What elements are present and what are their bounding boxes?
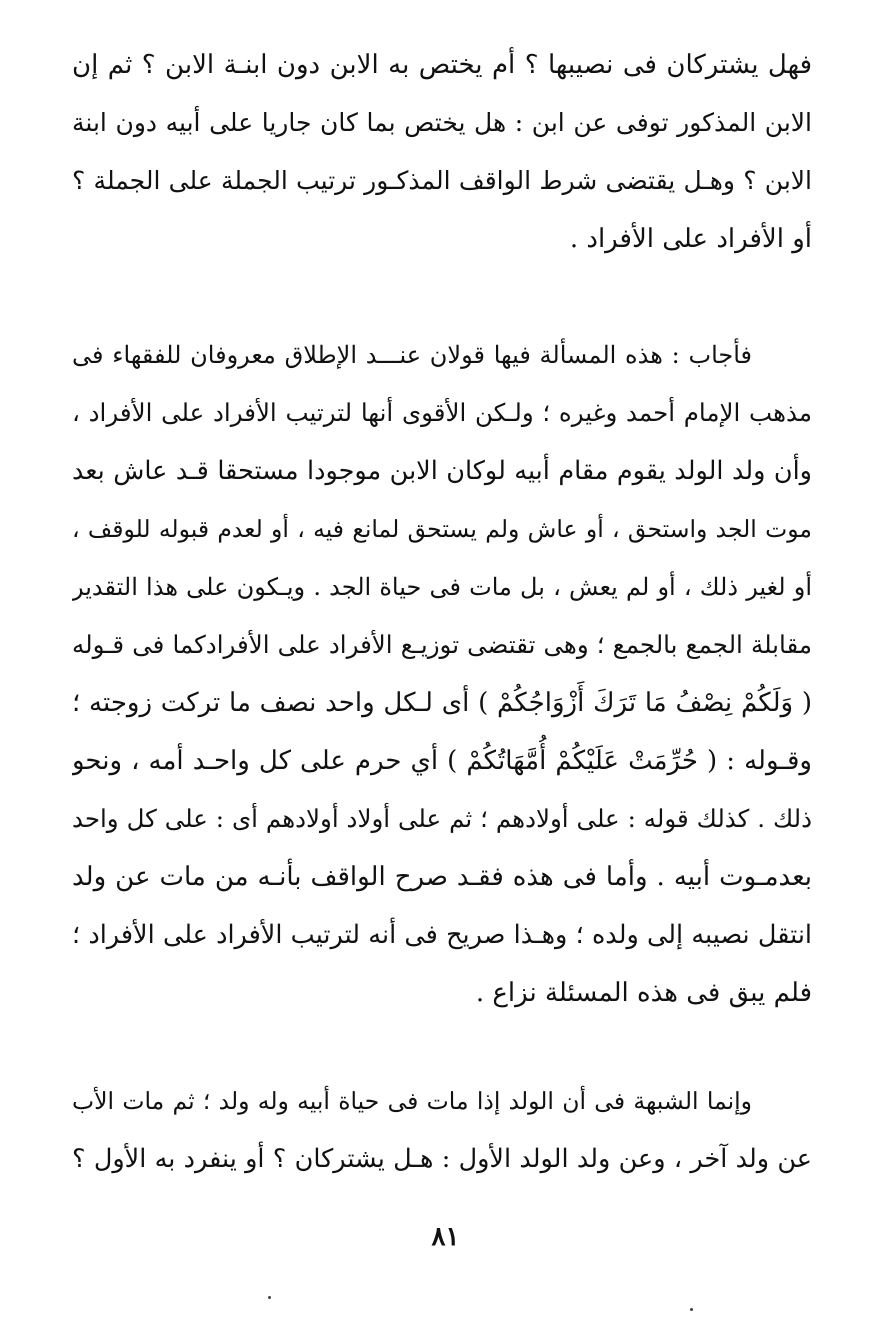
text-line: الابن المذكور توفى عن ابن : هل يختص بما كان جاريا على أبيه دون ابنة (72, 108, 812, 137)
text-line: وأن ولد الولد يقوم مقام أبيه لوكان الابن موجودا مستحقا قـد عاش بعد (72, 456, 812, 486)
paragraph-question (72, 36, 812, 268)
text-line: مقابلة الجمع بالجمع ؛ وهى تقتضى توزيـع الأفراد على الأفرادكما فى قـوله (72, 630, 812, 659)
text-line: ذلك . كذلك قوله : على أولادهم ؛ ثم على أولاد أولادهم أى : على كل واحد (72, 804, 812, 833)
text-line: مذهب الإمام أحمد وغيره ؛ ولـكن الأقوى أنها لترتيب الأفراد على الأفراد ، (72, 398, 812, 427)
quran-quote-line: وقـوله : ( حُرِّمَتْ عَلَيْكُمْ أُمَّهَاتُكُمْ ) أي حرم على كل واحـد أمه ، ونحو (72, 746, 812, 776)
text-line: موت الجد واستحق ، أو عاش ولم يستحق لمانع فيه ، أو لعدم قبوله للوقف ، (72, 515, 812, 543)
paragraph-answer (72, 326, 812, 1022)
text-line: فلم يبق فى هذه المسئلة نزاع . (475, 978, 812, 1008)
text-line: أو لغير ذلك ، أو لم يعش ، بل مات فى حياة الجد . ويـكون على هذا التقدير (72, 573, 812, 601)
scan-speck (268, 1296, 271, 1299)
text-line: بعدمـوت أبيه . وأما فى هذه فقـد صرح الواقف بأنـه من مات عن ولد (72, 862, 812, 892)
scan-speck (690, 1308, 693, 1311)
text-line: وإنما الشبهة فى أن الولد إذا مات فى حياة أبيه وله ولد ؛ ثم مات الأب (72, 1087, 752, 1115)
text-line: الابن ؟ وهـل يقتضى شرط الواقف المذكـور ترتيب الجملة على الجملة ؟ (72, 166, 812, 195)
text-line: انتقل نصيبه إلى ولده ؛ وهـذا صريح فى أنه لترتيب الأفراد على الأفراد ؛ (72, 920, 812, 950)
text-line: عن ولد آخر ، وعن ولد الولد الأول : هـل يشتركان ؟ أو ينفرد به الأول ؟ (72, 1144, 812, 1174)
text-line: فأجاب : هذه المسألة فيها قولان عنـــد الإطلاق معروفان للفقهاء فى (72, 341, 752, 369)
text-line: أو الأفراد على الأفراد . (569, 224, 812, 254)
page-number: ٨١ (431, 1222, 460, 1252)
paragraph-doubt (72, 1072, 812, 1188)
quran-quote-line: ( وَلَكُمْ نِصْفُ مَا تَرَكَ أَزْوَاجُكُمْ ) أى لـكل واحد نصف ما تركت زوجته ؛ (72, 688, 812, 718)
text-line: فهل يشتركان فى نصيبها ؟ أم يختص به الابن دون ابنـة الابن ؟ ثم إن (72, 50, 812, 80)
